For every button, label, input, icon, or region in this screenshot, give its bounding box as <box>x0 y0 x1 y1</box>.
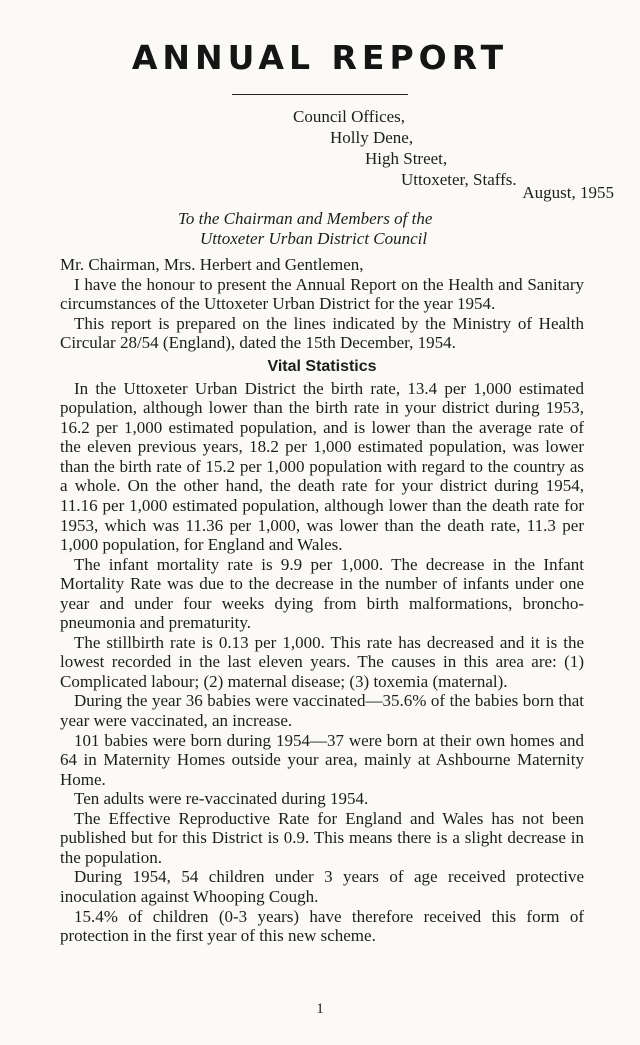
paragraph: This report is prepared on the lines indicated by the Ministry of Health Circular 28/54 (England), dated the 15th December, 1954. <box>60 313 584 353</box>
page-number: 1 <box>316 1001 324 1017</box>
report-date: August, 1955 <box>522 183 614 202</box>
address-line: Council Offices, <box>293 107 406 126</box>
paragraph: The stillbirth rate is 0.13 per 1,000. This rate has decreased and it is the lowest recorded in the last eleven years. The causes in this area are: (1) Complicated labour; (2) maternal disease; (3) toxemia (maternal). <box>60 632 584 691</box>
paragraph: The infant mortality rate is 9.9 per 1,000. The decrease in the Infant Mortality Rate was due to the decrease in the number of infants under one year and under four weeks dying from birth malformations, broncho-pneumonia and prematurity. <box>60 554 584 633</box>
salutation: Mr. Chairman, Mrs. Herbert and Gentlemen, <box>60 255 364 274</box>
paragraph: 15.4% of children (0-3 years) have therefore received this form of protection in the first year of this new scheme. <box>60 906 584 946</box>
title-rule <box>232 94 408 95</box>
address-line: High Street, <box>365 149 448 168</box>
addressee-line: To the Chairman and Members of the <box>178 209 433 228</box>
section-heading: Vital Statistics <box>267 357 377 375</box>
addressee-block <box>178 209 432 248</box>
paragraph: During 1954, 54 children under 3 years of age received protective inoculation against Whooping Cough. <box>60 867 584 906</box>
address-line: Holly Dene, <box>330 128 414 147</box>
page-title: ANNUAL REPORT <box>131 38 509 77</box>
paragraph: Ten adults were re-vaccinated during 1954. <box>74 789 369 809</box>
paragraph: In the Uttoxeter Urban District the birth rate, 13.4 per 1,000 estimated population, although lower than the birth rate in your district during 1953, 16.2 per 1,000 estimated population, and is lower than the average rate of the eleven previous years, 18.2 per 1,000 estimated population, was lower than the birth rate of 15.2 per 1,000 population with regard to the country as a whole. On the other hand, the death rate for your district during 1954, 11.16 per 1,000 estimated population, although lower than the death rate for 1953, which was 11.36 per 1,000, was lower than the death rate, 11.3 per 1,000 population, for England and Wales. <box>60 378 584 555</box>
paragraph: The Effective Reproductive Rate for England and Wales has not been published but for this District is 0.9. This means there is a slight decrease in the population. <box>60 808 584 867</box>
report-body <box>60 255 584 946</box>
paragraph: During the year 36 babies were vaccinated—35.6% of the babies born that year were vaccinated, an increase. <box>60 691 584 731</box>
address-line: Uttoxeter, Staffs. <box>401 170 517 189</box>
addressee-line: Uttoxeter Urban District Council <box>200 228 428 248</box>
paragraph: 101 babies were born during 1954—37 were born at their own homes and 64 in Maternity Homes outside your area, mainly at Ashbourne Maternity Home. <box>60 730 584 789</box>
paragraph: I have the honour to present the Annual Report on the Health and Sanitary circumstances of the Uttoxeter Urban District for the year 1954. <box>60 274 584 314</box>
